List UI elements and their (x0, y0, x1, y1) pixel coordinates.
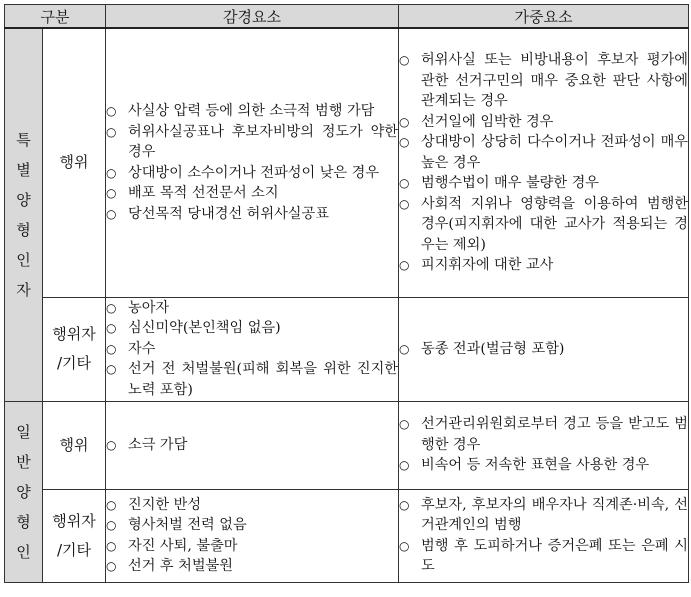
mitigating-cell (106, 489, 399, 582)
bullet-circle-icon: ○ (106, 497, 117, 512)
table-row (5, 297, 689, 401)
sentencing-factors-table (4, 4, 689, 583)
aggravating-cell (399, 28, 689, 297)
mitigating-cell (106, 297, 399, 401)
list-item (399, 132, 688, 173)
label-char: 형 (16, 512, 31, 531)
list-item-text: 상대방이 상당히 다수이거나 전파성이 매우 높은 경우 (421, 134, 689, 171)
row-label-line: /기타 (56, 354, 92, 372)
aggravating-list (399, 414, 688, 476)
label-char: 별 (16, 160, 31, 179)
bullet-circle-icon: ○ (106, 362, 117, 377)
list-item (106, 122, 398, 163)
list-item-text: 자수 (128, 340, 156, 357)
label-char: 형 (16, 220, 31, 239)
list-item (399, 112, 688, 133)
list-item (399, 455, 688, 476)
bullet-circle-icon: ○ (399, 114, 410, 129)
label-char: 자 (16, 280, 31, 299)
list-item-text: 사실상 압력 등에 의한 소극적 범행 가담 (128, 103, 375, 120)
table-row (5, 401, 689, 489)
row-label-line: /기타 (56, 540, 92, 559)
list-item (399, 194, 688, 256)
list-item (399, 414, 688, 455)
mitigating-list (106, 495, 398, 577)
bullet-circle-icon: ○ (399, 341, 410, 356)
bullet-circle-icon: ○ (399, 538, 410, 553)
list-item (106, 298, 398, 319)
bullet-circle-icon: ○ (106, 559, 117, 573)
bullet-circle-icon: ○ (399, 53, 410, 67)
bullet-circle-icon: ○ (106, 206, 117, 221)
list-item (106, 515, 398, 536)
row-label-actor (43, 297, 106, 401)
list-item (106, 183, 398, 204)
bullet-circle-icon: ○ (106, 321, 117, 336)
label-char: 양 (16, 190, 31, 209)
list-item (106, 339, 398, 360)
row-label-line: 행위자 (52, 325, 96, 343)
list-item-text: 비속어 등 저속한 표현을 사용한 경우 (421, 457, 650, 474)
label-char: 반 (16, 452, 31, 471)
list-item (399, 339, 688, 360)
aggravating-cell (399, 297, 689, 401)
list-item-text: 형사처벌 전력 없음 (128, 517, 247, 533)
bullet-circle-icon: ○ (106, 341, 117, 356)
bullet-circle-icon: ○ (106, 538, 117, 553)
bullet-circle-icon: ○ (399, 196, 410, 211)
group-label-special (5, 28, 43, 401)
bullet-circle-icon: ○ (106, 518, 117, 532)
label-char: 일 (16, 422, 31, 441)
aggravating-list (399, 495, 688, 577)
list-item (106, 536, 398, 557)
list-item-text: 심신미약(본인책임 없음) (128, 320, 281, 337)
list-item-text: 범행수법이 매우 불량한 경우 (421, 175, 600, 191)
aggravating-cell (399, 489, 689, 582)
label-char: 인 (16, 250, 31, 269)
list-item (106, 204, 398, 225)
header-row (5, 5, 689, 29)
list-item (399, 495, 688, 536)
list-item (106, 359, 398, 400)
header-mitigating: 감경요소 (106, 5, 399, 29)
list-item-text: 배포 목적 선전문서 소지 (128, 185, 279, 202)
list-item (106, 163, 398, 184)
mitigating-list (106, 101, 398, 224)
list-item-text: 소극 가담 (128, 436, 188, 453)
list-item-text: 상대방이 소수이거나 전파성이 낮은 경우 (128, 164, 380, 181)
bullet-circle-icon: ○ (106, 124, 117, 139)
bullet-circle-icon: ○ (106, 165, 117, 180)
list-item (399, 50, 688, 112)
list-item-text: 선거일에 임박한 경우 (421, 113, 554, 130)
list-item-text: 농아자 (128, 299, 170, 316)
list-item-text: 선거관리위원회로부터 경고 등을 받고도 범행한 경우 (421, 416, 689, 453)
list-item-text: 당선목적 당내경선 허위사실공표 (128, 205, 329, 222)
bullet-circle-icon: ○ (399, 176, 410, 190)
list-item-text: 허위사실공표나 후보자비방의 정도가 약한 경우 (128, 123, 399, 161)
vertical-label (16, 417, 31, 567)
table-container (4, 4, 689, 583)
bullet-circle-icon: ○ (106, 104, 117, 119)
list-item-text: 선거 후 처벌불원 (128, 558, 233, 574)
row-label-act: 행위 (43, 28, 106, 297)
label-char: 양 (16, 482, 31, 501)
list-item (399, 173, 688, 194)
bullet-circle-icon: ○ (106, 437, 117, 452)
header-aggravating: 가중요소 (399, 5, 689, 29)
list-item-text: 자진 사퇴, 불출마 (128, 537, 238, 554)
row-label-act: 행위 (43, 401, 106, 489)
row-label-line: 행위자 (52, 511, 96, 530)
bullet-circle-icon: ○ (399, 497, 410, 512)
aggravating-list (399, 50, 688, 276)
list-item-text: 동종 전과(벌금형 포함) (421, 340, 565, 357)
list-item-text: 선거 전 처벌불원(피해 회복을 위한 진지한 노력 포함) (128, 361, 399, 398)
list-item (106, 495, 398, 516)
label-char: 특 (16, 130, 31, 149)
list-item-text: 허위사실 또는 비방내용이 후보자 평가에 관한 선거구민의 매우 중요한 판단 사항에 관계되는 경우 (421, 52, 689, 109)
mitigating-list (106, 435, 398, 456)
row-label-actor (43, 489, 106, 582)
bullet-circle-icon: ○ (399, 458, 410, 473)
table-row (5, 28, 689, 297)
bullet-circle-icon: ○ (399, 258, 410, 272)
mitigating-list (106, 298, 398, 401)
list-item-text: 피지휘자에 대한 교사 (421, 257, 554, 273)
bullet-circle-icon: ○ (399, 135, 410, 149)
aggravating-list (399, 339, 688, 360)
list-item-text: 진지한 반성 (128, 496, 202, 513)
bullet-circle-icon: ○ (106, 186, 117, 201)
list-item (106, 318, 398, 339)
label-char: 인 (16, 542, 31, 561)
list-item-text: 사회적 지위나 영향력을 이용하여 범행한 경우(피지휘자에 대한 교사가 적용되는 경우는 제외) (421, 195, 689, 253)
list-item-text: 후보자, 후보자의 배우자나 직계존·비속, 선거관계인의 범행 (421, 496, 689, 533)
vertical-label (16, 125, 31, 305)
list-item (106, 435, 398, 456)
header-category: 구분 (5, 5, 106, 29)
list-item (399, 536, 688, 577)
group-label-general (5, 401, 43, 582)
mitigating-cell (106, 28, 399, 297)
table-row (5, 489, 689, 582)
mitigating-cell (106, 401, 399, 489)
aggravating-cell (399, 401, 689, 489)
bullet-circle-icon: ○ (399, 417, 410, 432)
list-item (106, 556, 398, 577)
list-item (399, 255, 688, 276)
list-item-text: 범행 후 도피하거나 증거은폐 또는 은폐 시도 (421, 537, 689, 574)
bullet-circle-icon: ○ (106, 300, 117, 315)
list-item (106, 101, 398, 122)
